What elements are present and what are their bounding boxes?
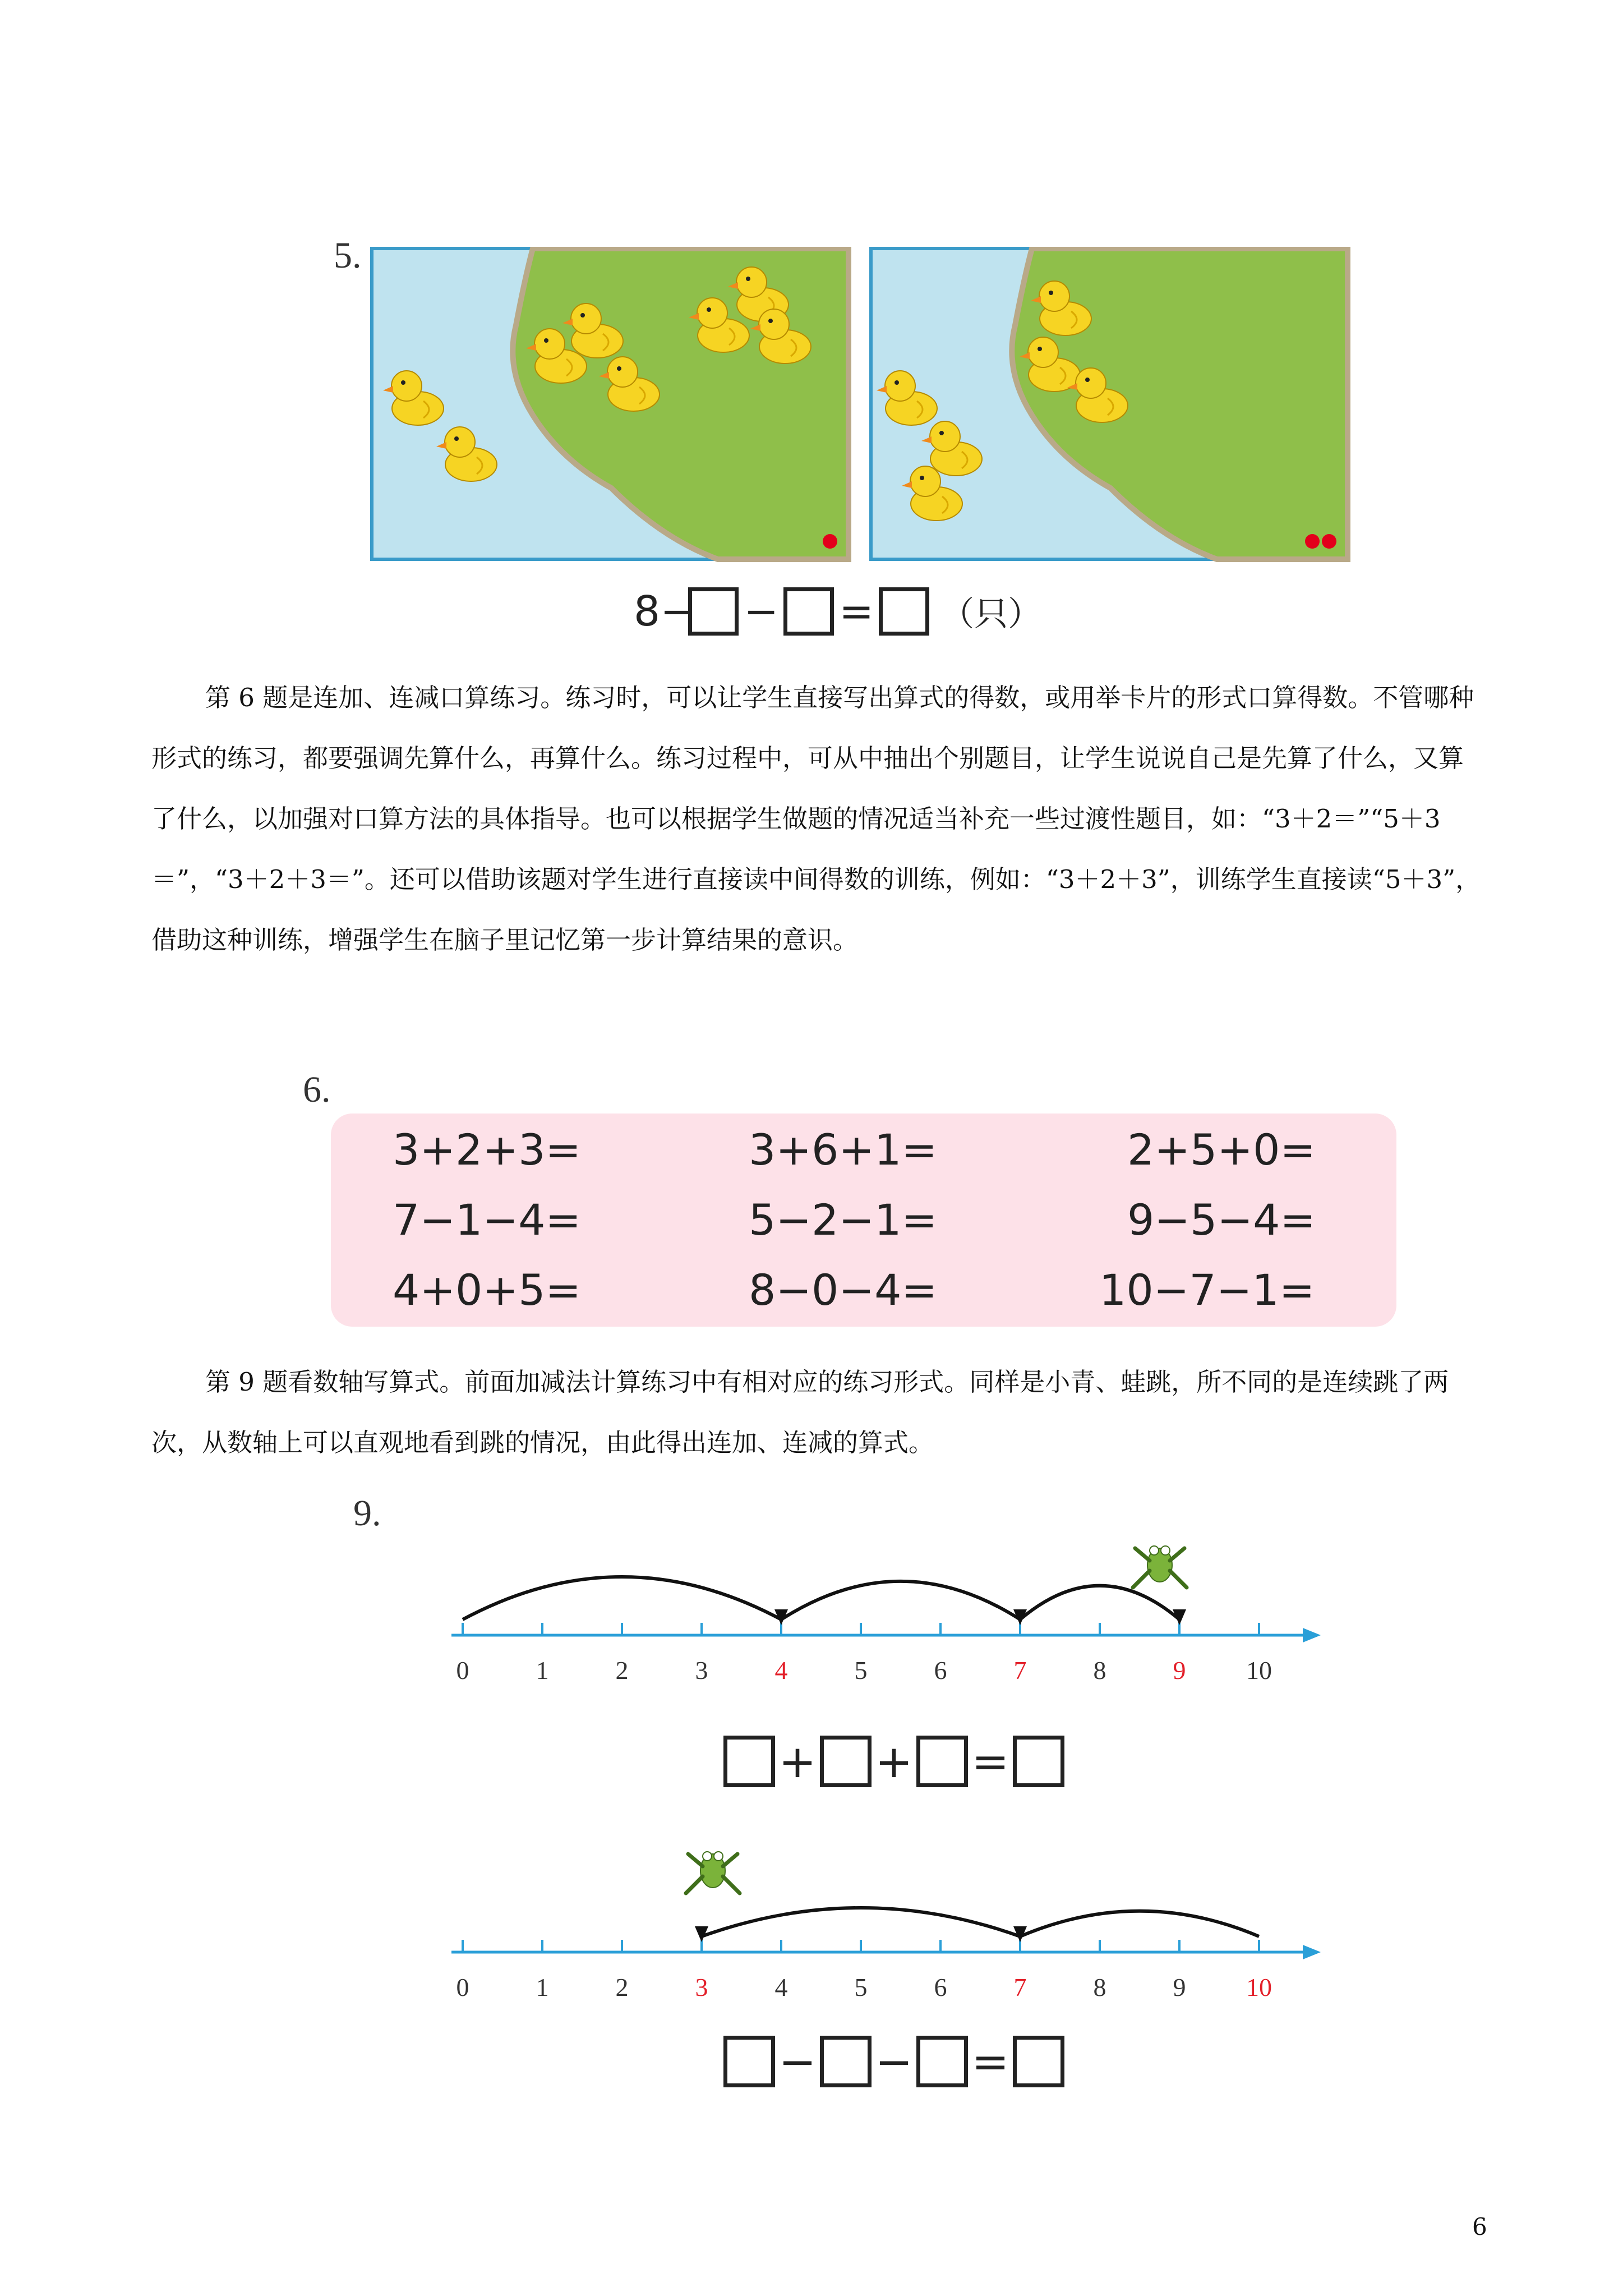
q9-2-box-3[interactable]: [916, 2036, 968, 2087]
q5-minus-2: −: [744, 587, 779, 636]
q9-2-box-1[interactable]: [723, 2036, 775, 2087]
q9-line1-tick-label: 10: [1246, 1656, 1272, 1685]
q9-line2-tick-label: 4: [774, 1973, 788, 2001]
q9-line2-jump-arc: [1020, 1911, 1259, 1936]
q9-line1-tick-label: 2: [615, 1656, 629, 1685]
q6-number: 6.: [303, 1069, 331, 1110]
q9-2-op-2: −: [875, 2035, 913, 2088]
q9-line2-tick-label: 10: [1246, 1973, 1272, 2001]
q5-equation: [634, 586, 1041, 637]
q5-pictures: [370, 247, 1357, 567]
paragraph-q9-explanation: [151, 1352, 1486, 1473]
paragraph-text: 第 6 题是连加、连减口算练习。练习时，可以让学生直接写出算式的得数，或用举卡片的形式口算得数。不管哪种形式的练习，都要强调先算什么，再算什么。练习过程中，可从中抽出个别题目，让学生说说自己是先算了什么，又算了什么，以加强对口算方法的具体指导。也可以根据学生做题的情况适当补充一些过渡性题目，如：“3＋2＝”“5＋3＝”，“3＋2＋3＝”。还可以借助该题对学生进行直接读中间得数的训练，例如：“3＋2＋3”，训练学生直接读“5＋3”，借助这种训练，增强学生在脑子里记忆第一步计算结果的意识。: [151, 683, 1481, 955]
q9-line1-tick-label: 8: [1093, 1656, 1106, 1685]
q9-line2-tick-label: 2: [615, 1973, 629, 2001]
q9-line1-axis-arrow: [1303, 1628, 1321, 1642]
q6-item: 3+6+1=: [749, 1125, 938, 1175]
paragraph-text: 第 9 题看数轴写算式。前面加减法计算练习中有相对应的练习形式。同样是小青、蛙跳，所不同的是连续跳了两次，从数轴上可以直观地看到跳的情况，由此得出连加、连减的算式。: [151, 1367, 1449, 1457]
q9-line1-tick-label: 6: [934, 1656, 947, 1685]
q9-number-line-2: [437, 1840, 1346, 2019]
q6-item: 3+2+3=: [393, 1125, 582, 1175]
q9-line1-tick-label: 1: [536, 1656, 549, 1685]
q5-unit: （只）: [940, 595, 1042, 634]
q9-line1-jump-arc: [1020, 1586, 1179, 1619]
q5-answer-box-1[interactable]: [688, 587, 739, 636]
q9-number: 9.: [353, 1493, 381, 1534]
q9-2-op-1: −: [778, 2035, 817, 2088]
q9-line1-tick-label: 7: [1013, 1656, 1027, 1685]
q6-item: 2+5+0=: [1127, 1125, 1316, 1175]
q6-item: 4+0+5=: [393, 1265, 582, 1315]
q9-line2-tick-label: 9: [1173, 1973, 1186, 2001]
q9-line2-tick-label: 1: [536, 1973, 549, 2001]
q9-line2-axis-arrow: [1303, 1945, 1321, 1959]
q9-1-op-1: +: [778, 1735, 817, 1788]
q9-line1-frog-icon: [1133, 1546, 1187, 1588]
q9-line1-tick-label: 4: [774, 1656, 788, 1685]
q9-equation-2: [723, 2033, 1064, 2090]
q9-line2-tick-label: 7: [1013, 1973, 1027, 2001]
q5-number: 5.: [334, 235, 362, 276]
q9-line2-tick-label: 0: [456, 1973, 469, 2001]
q9-line2-tick-label: 3: [695, 1973, 708, 2001]
q5-answer-box-3[interactable]: [879, 587, 929, 636]
q9-line1-tick-label: 3: [695, 1656, 708, 1685]
q6-drill-panel: [331, 1114, 1396, 1327]
q9-line2-tick-label: 8: [1093, 1973, 1106, 2001]
q5-equals: =: [839, 587, 874, 636]
q9-line1-tick-label: 9: [1173, 1656, 1186, 1685]
page-number: 6: [1472, 2213, 1487, 2240]
q9-number-line-1: [437, 1515, 1346, 1717]
q9-line2-frog-icon: [686, 1852, 740, 1893]
q9-1-box-2[interactable]: [820, 1736, 872, 1787]
q5-right-picture: [871, 249, 1348, 559]
q5-left-picture: [372, 249, 849, 559]
q9-2-box-2[interactable]: [820, 2036, 872, 2087]
q6-item: 10−7−1=: [1099, 1265, 1315, 1315]
q9-line1-jump-arc: [463, 1577, 781, 1619]
q6-item: 5−2−1=: [749, 1195, 938, 1245]
q6-item: 9−5−4=: [1127, 1195, 1316, 1245]
q6-item: 7−1−4=: [393, 1195, 582, 1245]
q9-line1-jump-arc: [781, 1581, 1020, 1619]
q5-answer-box-2[interactable]: [783, 587, 834, 636]
q9-1-op-2: +: [875, 1735, 913, 1788]
q9-line2-jump-arc: [702, 1908, 1020, 1936]
q9-line2-tick-label: 5: [854, 1973, 868, 2001]
q9-1-box-4[interactable]: [1013, 1736, 1064, 1787]
q5-eq-start: 8: [634, 587, 661, 636]
q9-1-equals: =: [971, 1735, 1009, 1788]
q9-1-box-3[interactable]: [916, 1736, 968, 1787]
q9-line1-tick-label: 5: [854, 1656, 868, 1685]
q9-line2-tick-label: 6: [934, 1973, 947, 2001]
q9-2-box-4[interactable]: [1013, 2036, 1064, 2087]
q9-1-box-1[interactable]: [723, 1736, 775, 1787]
paragraph-q6-explanation: [151, 668, 1486, 970]
q6-item: 8−0−4=: [749, 1265, 938, 1315]
q9-2-equals: =: [971, 2035, 1009, 2088]
q5-minus-1: −: [660, 587, 695, 636]
q9-line1-tick-label: 0: [456, 1656, 469, 1685]
q9-equation-1: [723, 1733, 1064, 1789]
